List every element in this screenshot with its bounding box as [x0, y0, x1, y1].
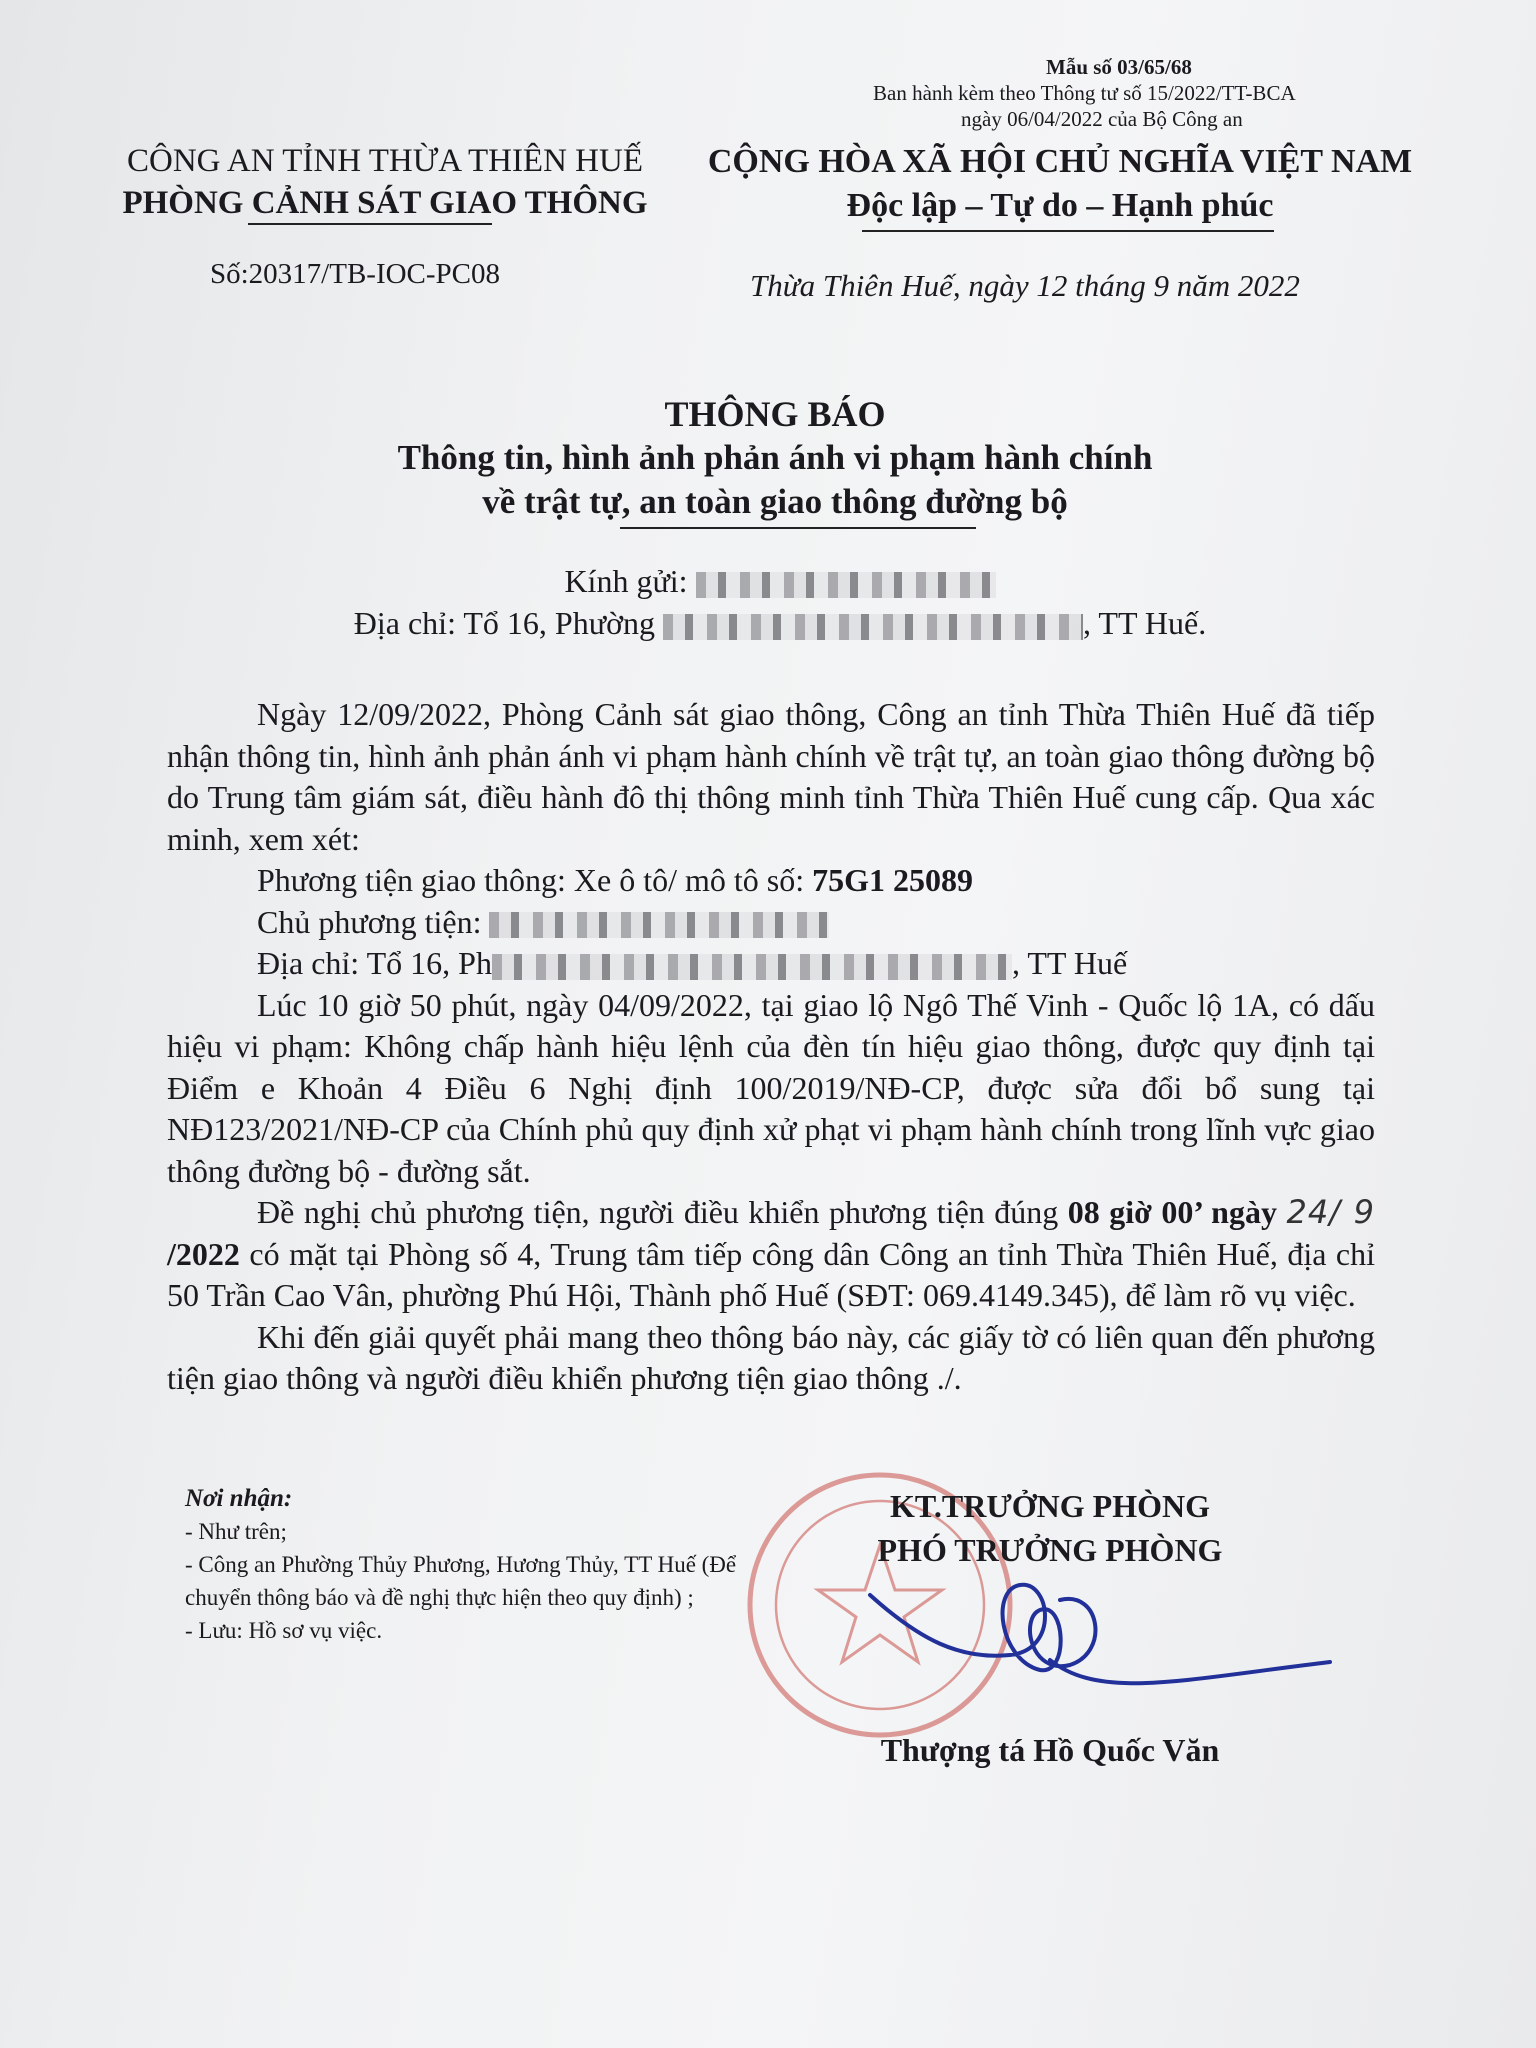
recipient-address-tail: , TT Huế.: [1082, 605, 1207, 641]
owner-label: Chủ phương tiện:: [257, 903, 490, 940]
signature-ink: [870, 1585, 1330, 1684]
signer-name: Thượng tá Hồ Quốc Văn: [880, 1732, 1220, 1768]
agency-parent: CÔNG AN TỈNH THỪA THIÊN HUẾ: [126, 143, 643, 179]
recipient-address-label: Địa chỉ: Tổ 16, Phường: [353, 605, 663, 641]
owner-address-tail: , TT Huế: [1011, 945, 1128, 981]
recipient-to-label: Kính gửi:: [564, 563, 696, 599]
nation-motto: Độc lập – Tự do – Hạnh phúc: [846, 187, 1274, 224]
nation-name: CỘNG HÒA XÃ HỘI CHỦ NGHĨA VIỆT NAM: [707, 143, 1413, 180]
paragraph-violation: Lúc 10 giờ 50 phút, ngày 04/09/2022, tại giao lộ Ngô Thế Vinh - Quốc lộ 1A, có dấu hiệu vi phạm: Không chấp hành hiệu lệnh của đèn tín hiệu giao thông, được quy định tại Điểm e Khoản 4 Điều 6 Nghị định 100/2019/NĐ-CP, được sửa đổi bổ sung tại NĐ123/2021/NĐ-CP của Chính phủ quy định xử phạt vi phạm hành chính trong lĩnh vực giao thông đường bộ - đường sắt.: [167, 986, 1375, 1189]
recipient-item: - Công an Phường Thủy Phương, Hương Thủy, TT Huế (Để chuyển thông báo và đề nghị thực hiện theo quy định) ;: [185, 1552, 737, 1610]
form-number: Mẫu số 03/65/68: [1046, 55, 1192, 79]
request-time: 08 giờ 00’ ngày: [1067, 1194, 1287, 1230]
recipient-item: - Như trên;: [185, 1519, 287, 1544]
vehicle-label: Phương tiện giao thông: Xe ô tô/ mô tô số:: [257, 862, 813, 898]
request-year: /2022: [167, 1235, 240, 1272]
signature-line-1: KT.TRƯỞNG PHÒNG: [890, 1488, 1210, 1524]
request-post: có mặt tại Phòng số 4, Trung tâm tiếp công dân Công an tỉnh Thừa Thiên Huế, địa chỉ 50 Trần Cao Vân, phường Phú Hội, Thành phố Huế (SĐT: 069.4149.345), để làm rõ vụ việc.: [167, 1235, 1375, 1313]
owner-address-label: Địa chỉ: Tổ 16, Ph: [257, 945, 492, 981]
title-line-2: về trật tự, an toàn giao thông đường bộ: [482, 482, 1068, 521]
title-line-1: Thông tin, hình ảnh phản ánh vi phạm hành chính: [397, 438, 1153, 477]
document-number: Số:20317/TB-IOC-PC08: [210, 258, 501, 290]
place-date: Thừa Thiên Huế, ngày 12 tháng 9 năm 2022: [750, 268, 1300, 303]
paragraph-received: Ngày 12/09/2022, Phòng Cảnh sát giao thông, Công an tỉnh Thừa Thiên Huế đã tiếp nhận thông tin, hình ảnh phản ánh vi phạm hành chính về trật tự, an toàn giao thông đường bộ do Trung tâm giám sát, điều hành đô thị thông minh tỉnh Thừa Thiên Huế cung cấp. Qua xác minh, xem xét:: [167, 696, 1375, 857]
request-pre: Đề nghị chủ phương tiện, người điều khiển phương tiện đúng: [257, 1194, 1068, 1230]
recipients-heading: Nơi nhận:: [185, 1485, 293, 1512]
paragraph-bring: Khi đến giải quyết phải mang theo thông báo này, các giấy tờ có liên quan đến phương tiện giao thông và người điều khiển phương tiện giao thông ./.: [167, 1318, 1375, 1396]
handwritten-date: 24/ 9: [1286, 1193, 1376, 1231]
form-issued-with: Ban hành kèm theo Thông tư số 15/2022/TT-BCA: [873, 81, 1296, 105]
form-issued-date: ngày 06/04/2022 của Bộ Công an: [961, 107, 1243, 131]
signature-line-2: PHÓ TRƯỞNG PHÒNG: [877, 1532, 1223, 1568]
agency-name: PHÒNG CẢNH SÁT GIAO THÔNG: [122, 185, 648, 221]
recipient-item: - Lưu: Hồ sơ vụ việc.: [185, 1618, 383, 1643]
signature-title: [820, 1484, 1280, 1572]
title-main: THÔNG BÁO: [664, 394, 886, 434]
license-plate: 75G1 25089: [812, 862, 974, 898]
